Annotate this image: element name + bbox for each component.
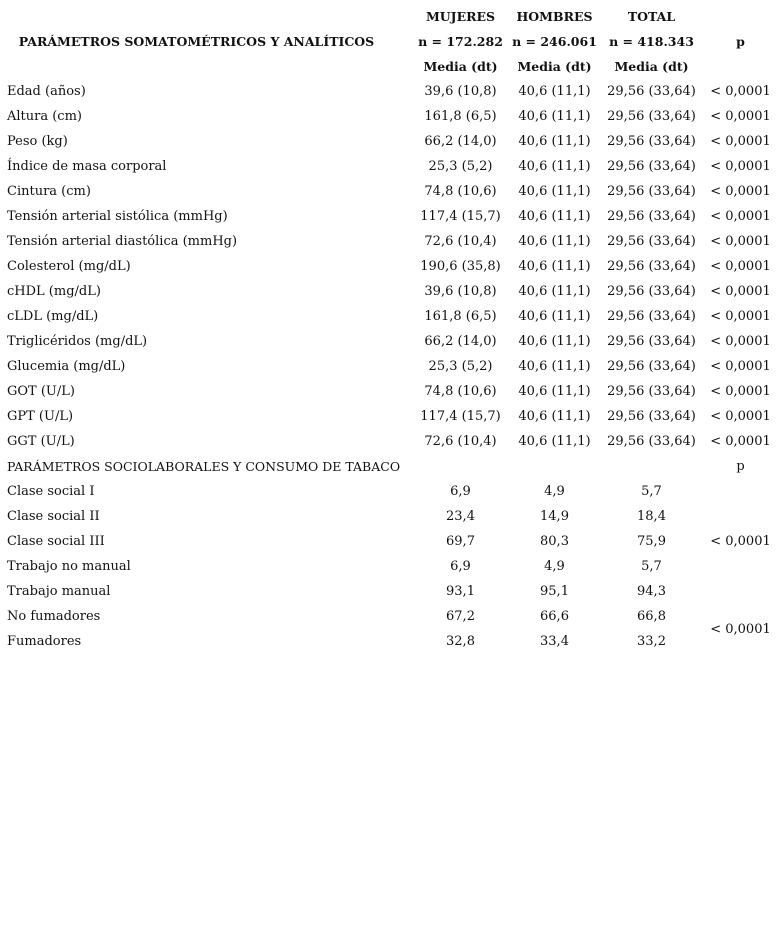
table-row bbox=[0, 579, 779, 604]
cell-hombres: 40,6 (11,1) bbox=[518, 209, 591, 224]
cell-p-empty bbox=[702, 504, 779, 529]
cell-mujeres: 72,6 (10,4) bbox=[424, 434, 497, 449]
cell-total: 29,56 (33,64) bbox=[607, 184, 696, 199]
header-row-n bbox=[0, 29, 779, 54]
header-row-stat bbox=[0, 54, 779, 79]
cell-hombres: 33,4 bbox=[540, 634, 569, 649]
cell-mujeres: 161,8 (6,5) bbox=[424, 109, 497, 124]
cell-mujeres: 25,3 (5,2) bbox=[428, 159, 493, 174]
header-hombres: HOMBRES bbox=[516, 9, 593, 24]
cell-total: 94,3 bbox=[637, 584, 666, 599]
cell-p-tabaco: < 0,0001 bbox=[710, 621, 771, 637]
cell-total: 75,9 bbox=[637, 534, 666, 549]
cell-total: 29,56 (33,64) bbox=[607, 309, 696, 324]
socio-section-header bbox=[0, 454, 779, 479]
cell-hombres: 40,6 (11,1) bbox=[518, 359, 591, 374]
n-hombres: n = 246.061 bbox=[512, 34, 597, 49]
cell-p-empty bbox=[702, 579, 779, 604]
row-label: Clase social II bbox=[7, 509, 100, 524]
cell-hombres: 40,6 (11,1) bbox=[518, 159, 591, 174]
stat-label-hombres: Media (dt) bbox=[517, 59, 592, 74]
row-label: Edad (años) bbox=[7, 84, 86, 99]
cell-mujeres: 74,8 (10,6) bbox=[424, 384, 497, 399]
cell-mujeres: 6,9 bbox=[450, 559, 471, 574]
cell-p: < 0,0001 bbox=[710, 84, 771, 99]
row-label: Tensión arterial sistólica (mmHg) bbox=[7, 209, 228, 224]
stat-label-mujeres: Media (dt) bbox=[423, 59, 498, 74]
table-header bbox=[0, 4, 779, 79]
cell-mujeres: 66,2 (14,0) bbox=[424, 134, 497, 149]
cell-mujeres: 66,2 (14,0) bbox=[424, 334, 497, 349]
cell-mujeres: 74,8 (10,6) bbox=[424, 184, 497, 199]
cell-total: 29,56 (33,64) bbox=[607, 434, 696, 449]
cell-hombres: 80,3 bbox=[540, 534, 569, 549]
table-row bbox=[0, 479, 779, 504]
cell-p: < 0,0001 bbox=[710, 409, 771, 424]
cell-p: < 0,0001 bbox=[710, 384, 771, 399]
cell-total: 66,8 bbox=[637, 609, 666, 624]
header-empty-stat-p bbox=[702, 54, 779, 79]
cell-mujeres: 23,4 bbox=[446, 509, 475, 524]
table-row bbox=[0, 629, 779, 654]
table-body bbox=[0, 79, 779, 654]
cell-hombres: 40,6 (11,1) bbox=[518, 84, 591, 99]
cell-p: < 0,0001 bbox=[710, 334, 771, 349]
row-label: cLDL (mg/dL) bbox=[7, 309, 99, 324]
n-mujeres: n = 172.282 bbox=[418, 34, 503, 49]
table-row bbox=[0, 229, 779, 254]
row-label: Tensión arterial diastólica (mmHg) bbox=[7, 234, 238, 249]
cell-hombres: 40,6 (11,1) bbox=[518, 259, 591, 274]
cell-total: 29,56 (33,64) bbox=[607, 359, 696, 374]
row-label: GOT (U/L) bbox=[7, 384, 75, 399]
row-label: cHDL (mg/dL) bbox=[7, 284, 101, 299]
cell-p: < 0,0001 bbox=[710, 234, 771, 249]
cell-total: 33,2 bbox=[637, 634, 666, 649]
cell-hombres: 95,1 bbox=[540, 584, 569, 599]
table-row bbox=[0, 254, 779, 279]
cell-p: < 0,0001 bbox=[710, 209, 771, 224]
cell-mujeres: 69,7 bbox=[446, 534, 475, 549]
row-label: GGT (U/L) bbox=[7, 434, 75, 449]
cell-p: < 0,0001 bbox=[710, 309, 771, 324]
table-row bbox=[0, 129, 779, 154]
cell-hombres: 40,6 (11,1) bbox=[518, 234, 591, 249]
cell-total: 18,4 bbox=[637, 509, 666, 524]
table-row bbox=[0, 404, 779, 429]
table-row bbox=[0, 554, 779, 579]
row-label: Fumadores bbox=[7, 634, 82, 649]
socio-header-p: p bbox=[736, 459, 745, 474]
header-empty-stat bbox=[0, 54, 413, 79]
cell-total: 29,56 (33,64) bbox=[607, 159, 696, 174]
row-label: Índice de masa corporal bbox=[7, 159, 167, 174]
section-title-socio: PARÁMETROS SOCIOLABORALES Y CONSUMO DE TABACO bbox=[7, 459, 401, 474]
table-row bbox=[0, 429, 779, 454]
row-label: Trabajo no manual bbox=[7, 559, 131, 574]
cell-p-clase: < 0,0001 bbox=[710, 534, 771, 549]
cell-total: 29,56 (33,64) bbox=[607, 284, 696, 299]
table-row bbox=[0, 379, 779, 404]
cell-hombres: 66,6 bbox=[540, 609, 569, 624]
row-label: Clase social III bbox=[7, 534, 105, 549]
cell-hombres: 40,6 (11,1) bbox=[518, 434, 591, 449]
cell-hombres: 14,9 bbox=[540, 509, 569, 524]
cell-total: 29,56 (33,64) bbox=[607, 84, 696, 99]
cell-mujeres: 39,6 (10,8) bbox=[424, 84, 497, 99]
table-row bbox=[0, 304, 779, 329]
row-label: Cintura (cm) bbox=[7, 184, 91, 199]
cell-p: < 0,0001 bbox=[710, 159, 771, 174]
table-row bbox=[0, 354, 779, 379]
cell-total: 29,56 (33,64) bbox=[607, 259, 696, 274]
cell-total: 29,56 (33,64) bbox=[607, 409, 696, 424]
row-label: Altura (cm) bbox=[7, 109, 82, 124]
cell-mujeres: 161,8 (6,5) bbox=[424, 309, 497, 324]
header-mujeres: MUJERES bbox=[425, 9, 496, 24]
cell-hombres: 4,9 bbox=[544, 559, 565, 574]
cell-mujeres: 67,2 bbox=[446, 609, 475, 624]
header-empty-p bbox=[702, 4, 779, 29]
cell-mujeres: 39,6 (10,8) bbox=[424, 284, 497, 299]
cell-mujeres: 117,4 (15,7) bbox=[420, 209, 501, 224]
cell-mujeres: 25,3 (5,2) bbox=[428, 359, 493, 374]
table-row bbox=[0, 279, 779, 304]
cell-total: 5,7 bbox=[641, 559, 662, 574]
n-total: n = 418.343 bbox=[609, 34, 694, 49]
cell-hombres: 4,9 bbox=[544, 484, 565, 499]
cell-p-empty bbox=[702, 554, 779, 579]
cell-mujeres: 32,8 bbox=[446, 634, 475, 649]
cell-p: < 0,0001 bbox=[710, 259, 771, 274]
stat-label-total: Media (dt) bbox=[614, 59, 689, 74]
cell-p: < 0,0001 bbox=[710, 359, 771, 374]
results-table bbox=[0, 4, 779, 654]
table-row bbox=[0, 79, 779, 104]
table-row bbox=[0, 179, 779, 204]
cell-p: < 0,0001 bbox=[710, 284, 771, 299]
cell-mujeres: 190,6 (35,8) bbox=[420, 259, 501, 274]
cell-hombres: 40,6 (11,1) bbox=[518, 309, 591, 324]
table-row bbox=[0, 154, 779, 179]
row-label: No fumadores bbox=[7, 609, 101, 624]
cell-total: 29,56 (33,64) bbox=[607, 234, 696, 249]
table-row bbox=[0, 329, 779, 354]
cell-total: 29,56 (33,64) bbox=[607, 334, 696, 349]
cell-total: 29,56 (33,64) bbox=[607, 109, 696, 124]
row-label: Clase social I bbox=[7, 484, 95, 499]
cell-total: 29,56 (33,64) bbox=[607, 384, 696, 399]
cell-p: < 0,0001 bbox=[710, 134, 771, 149]
cell-mujeres: 6,9 bbox=[450, 484, 471, 499]
table-row bbox=[0, 604, 779, 629]
row-label: Trabajo manual bbox=[7, 584, 111, 599]
cell-hombres: 40,6 (11,1) bbox=[518, 284, 591, 299]
cell-p: < 0,0001 bbox=[710, 184, 771, 199]
header-total: TOTAL bbox=[627, 9, 676, 24]
header-row-groups bbox=[0, 4, 779, 29]
cell-hombres: 40,6 (11,1) bbox=[518, 184, 591, 199]
cell-hombres: 40,6 (11,1) bbox=[518, 109, 591, 124]
header-p: p bbox=[736, 34, 745, 49]
row-label: GPT (U/L) bbox=[7, 409, 74, 424]
cell-p-empty bbox=[702, 479, 779, 504]
cell-hombres: 40,6 (11,1) bbox=[518, 334, 591, 349]
row-label: Glucemia (mg/dL) bbox=[7, 359, 126, 374]
row-label: Peso (kg) bbox=[7, 134, 68, 149]
header-empty bbox=[0, 4, 413, 29]
cell-total: 29,56 (33,64) bbox=[607, 134, 696, 149]
table-row bbox=[0, 104, 779, 129]
row-label: Colesterol (mg/dL) bbox=[7, 259, 131, 274]
table-row bbox=[0, 504, 779, 529]
cell-hombres: 40,6 (11,1) bbox=[518, 409, 591, 424]
cell-p: < 0,0001 bbox=[710, 109, 771, 124]
cell-hombres: 40,6 (11,1) bbox=[518, 134, 591, 149]
table-row bbox=[0, 529, 779, 554]
cell-total: 29,56 (33,64) bbox=[607, 209, 696, 224]
cell-p: < 0,0001 bbox=[710, 434, 771, 449]
table-row bbox=[0, 204, 779, 229]
cell-hombres: 40,6 (11,1) bbox=[518, 384, 591, 399]
row-label: Triglicéridos (mg/dL) bbox=[7, 334, 148, 349]
cell-mujeres: 117,4 (15,7) bbox=[420, 409, 501, 424]
cell-mujeres: 93,1 bbox=[446, 584, 475, 599]
cell-total: 5,7 bbox=[641, 484, 662, 499]
section-title-somatometric: PARÁMETROS SOMATOMÉTRICOS Y ANALÍTICOS bbox=[18, 34, 375, 49]
cell-mujeres: 72,6 (10,4) bbox=[424, 234, 497, 249]
